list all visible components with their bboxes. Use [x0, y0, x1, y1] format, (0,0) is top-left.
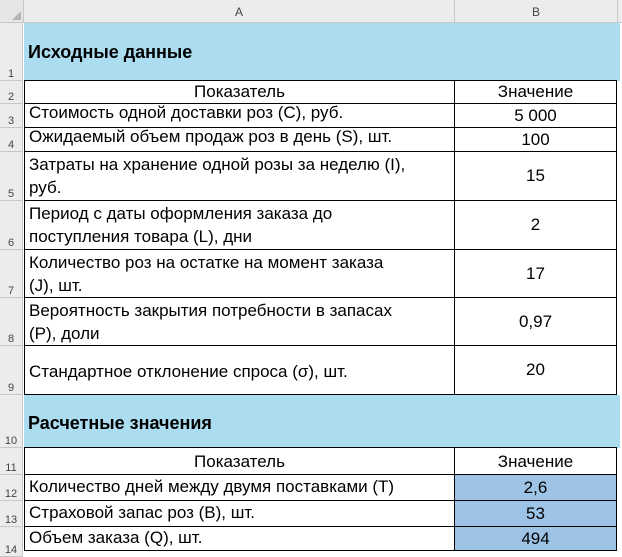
header-value-label: Значение	[497, 452, 574, 471]
row-header-3[interactable]: 3	[0, 104, 23, 128]
select-all-corner[interactable]	[0, 0, 24, 22]
table-row-value[interactable]	[455, 527, 617, 551]
table-row-label[interactable]	[24, 346, 455, 395]
lead-time-value: 2	[530, 215, 541, 234]
service-level-label: Вероятность закрытия потребности в запасах	[29, 301, 392, 320]
table-row-value[interactable]	[455, 475, 617, 501]
row-header-4[interactable]: 4	[0, 128, 23, 152]
service-level-value: 0,97	[518, 311, 553, 331]
row-header-7[interactable]: 7	[0, 250, 23, 298]
std-dev-value: 20	[526, 360, 545, 379]
header-indicator-cell[interactable]	[24, 80, 455, 104]
order-qty-label: Объем заказа (Q), шт.	[29, 528, 203, 547]
table-row-label[interactable]	[24, 501, 455, 527]
row-header-10[interactable]: 10	[0, 395, 23, 448]
storage-cost-label: Затраты на хранение одной розы за неделю (I),	[29, 155, 406, 174]
header-indicator-label: Показатель	[194, 452, 285, 471]
table-row-value[interactable]	[455, 201, 617, 250]
row-header-12[interactable]: 12	[0, 475, 23, 501]
stock-on-hand-label-line2: (J), шт.	[29, 276, 83, 295]
table-row-value[interactable]	[455, 152, 617, 201]
std-dev-label: Стандартное отклонение спроса (σ), шт.	[29, 362, 348, 381]
section-input-title: Исходные данные	[28, 42, 193, 62]
days-between-label: Количество дней между двумя поставками (T)	[29, 477, 395, 496]
header-value-cell[interactable]	[455, 447, 617, 475]
lead-time-label-line2: поступления товара (L), дни	[29, 227, 253, 246]
table-row-label[interactable]	[24, 298, 455, 346]
table-row-value[interactable]	[455, 104, 617, 128]
table-row-label[interactable]	[24, 475, 455, 501]
column-header-b[interactable]: B	[455, 0, 618, 22]
table-row-label[interactable]	[24, 201, 455, 250]
storage-cost-label-line2: руб.	[29, 178, 62, 197]
table-row-value[interactable]	[455, 250, 617, 298]
header-indicator-cell[interactable]	[24, 447, 455, 475]
row-header-14[interactable]: 14	[0, 527, 23, 557]
stock-on-hand-value: 17	[526, 263, 545, 283]
safety-stock-value: 53	[526, 503, 545, 523]
row-header-6[interactable]: 6	[0, 201, 23, 250]
table-row-value[interactable]	[455, 298, 617, 346]
row-header-2[interactable]: 2	[0, 81, 23, 104]
header-value-label: Значение	[497, 82, 574, 101]
order-qty-value: 494	[521, 528, 550, 548]
row-header-11[interactable]: 11	[0, 448, 23, 475]
cost-delivery-label: Стоимость одной доставки роз (C), руб.	[29, 104, 344, 122]
safety-stock-label: Страховой запас роз (B), шт.	[29, 503, 255, 522]
column-header-a[interactable]: A	[24, 0, 455, 22]
stock-on-hand-label: Количество роз на остатке на момент заказа	[29, 253, 384, 272]
row-header-13[interactable]: 13	[0, 501, 23, 527]
sales-volume-label: Ожидаемый объем продаж роз в день (S), шт.	[29, 128, 393, 146]
header-indicator-label: Показатель	[194, 82, 285, 101]
column-header-bar	[0, 0, 622, 23]
sales-volume-value: 100	[521, 129, 550, 149]
days-between-value: 2,6	[523, 477, 548, 497]
table-row-label[interactable]	[24, 250, 455, 298]
row-header-5[interactable]: 5	[0, 152, 23, 201]
header-value-cell[interactable]	[455, 80, 617, 104]
table-row-label[interactable]	[24, 152, 455, 201]
cost-delivery-value: 5 000	[514, 105, 557, 125]
storage-cost-value: 15	[526, 166, 545, 185]
table-row-label[interactable]	[24, 104, 455, 128]
section-calc-title-row[interactable]	[24, 395, 620, 448]
section-input-title-row[interactable]	[24, 23, 620, 81]
row-header-1[interactable]: 1	[0, 23, 23, 81]
table-row-label[interactable]	[24, 527, 455, 551]
table-row-label[interactable]	[24, 128, 455, 152]
table-row-value[interactable]	[455, 346, 617, 395]
table-row-value[interactable]	[455, 128, 617, 152]
lead-time-label: Период с даты оформления заказа до	[29, 204, 333, 223]
row-header-9[interactable]: 9	[0, 346, 23, 395]
section-calc-title: Расчетные значения	[28, 413, 212, 433]
row-header-8[interactable]: 8	[0, 298, 23, 346]
service-level-label-line2: (P), доли	[29, 324, 100, 343]
table-row-value[interactable]	[455, 501, 617, 527]
